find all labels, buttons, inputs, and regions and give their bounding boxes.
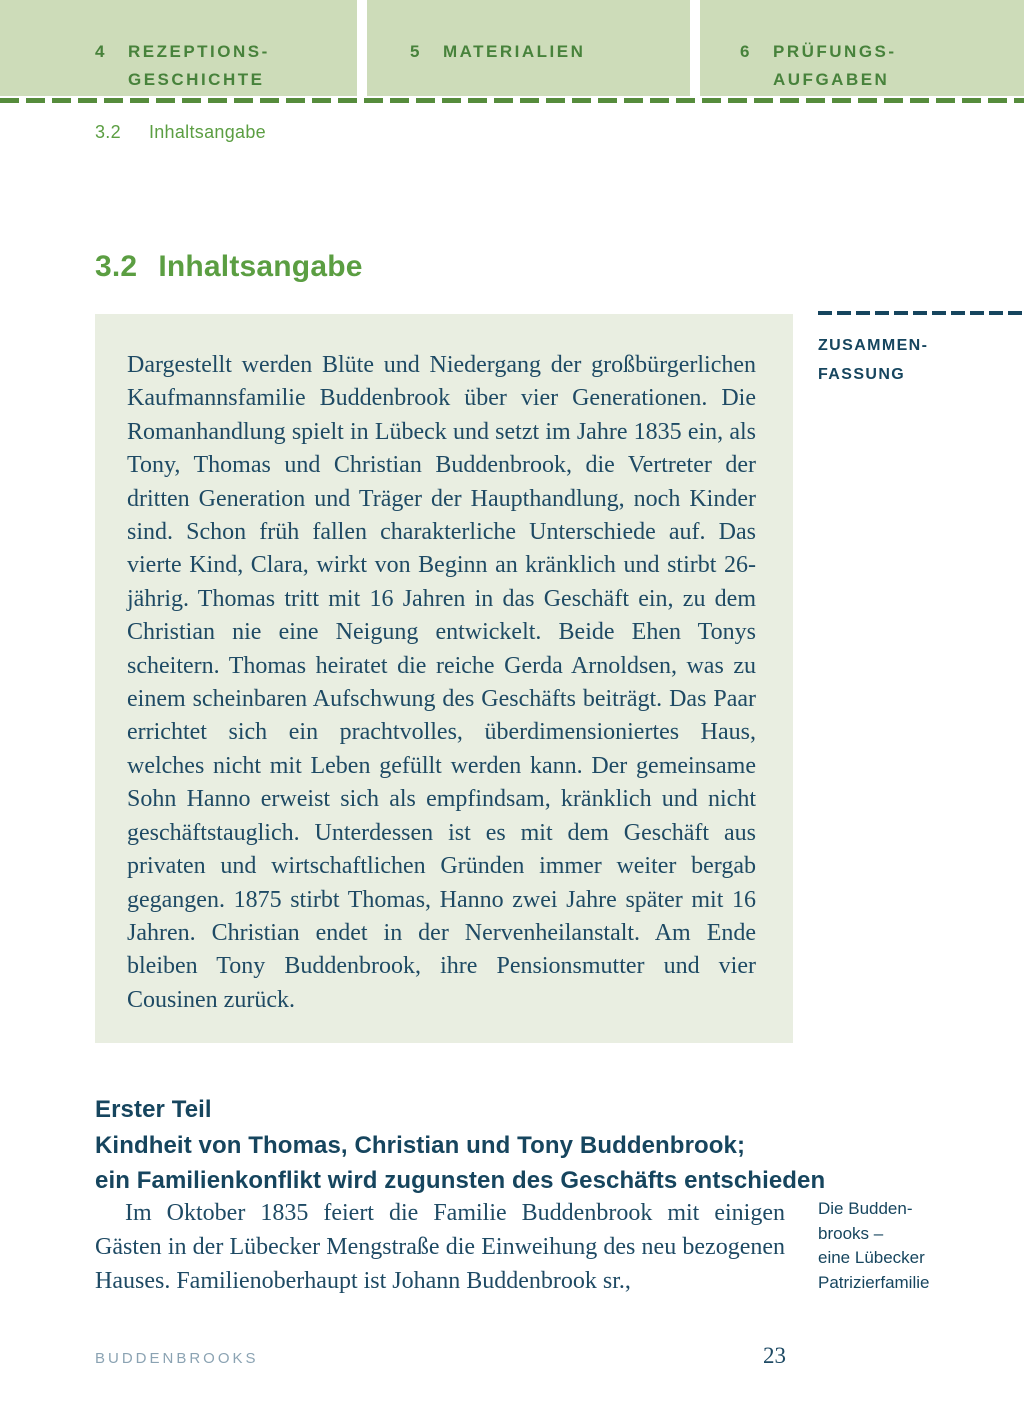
margin-label-zusammenfassung: ZUSAMMEN- FASSUNG bbox=[818, 337, 929, 383]
page-title-number: 3.2 bbox=[95, 250, 138, 283]
tab-number: 5 bbox=[410, 42, 422, 61]
section-subtitle-line1: Kindheit von Thomas, Christian und Tony Buddenbrook; bbox=[95, 1131, 746, 1159]
header-tab-materialien bbox=[367, 0, 690, 96]
section-subtitle-line2: ein Familienkonflikt wird zugunsten des Geschäfts entschieden bbox=[95, 1167, 826, 1194]
summary-text: Dargestellt werden Blüte und Niedergang der großbürgerlichen Kaufmannsfamilie Buddenbrook über vier Generationen. Die Romanhandlung spielt in Lübeck und setzt im Jahre 1835 ein, als Tony, Thomas und Christian Buddenbrook, die Vertreter der dritten Generation und Träger der Haupthandlung, noch Kinder sind. Schon früh fallen charakterliche Unterschiede auf. Das vierte Kind, Clara, wirkt von Beginn an kränklich und stirbt 26-jährig. Thomas tritt mit 16 Jahren in das Geschäft ein, zu dem Christian nie eine Neigung entwickelt. Beide Ehen Tonys scheitern. Thomas heiratet die reiche Gerda Arnoldsen, was zu einem scheinbaren Aufschwung des Geschäfts beiträgt. Das Paar errichtet sich ein prachtvolles, überdimensioniertes Haus, welches nicht mit Leben gefüllt werden kann. Der gemeinsame Sohn Hanno erweist sich als empfindsam, kränklich und nicht geschäftstauglich. Unterdessen ist es mit dem Geschäft aus privaten und wirtschaftlichen Gründen immer weiter bergab gegangen. 1875 stirbt Thomas, Hanno zwei Jahre später mit 16 Jahren. Christian endet in der Nervenheilanstalt. Am Ende bleiben Tony Buddenbrook, ihre Pensionsmutter und vier Cousinen zurück. bbox=[127, 352, 756, 1013]
header-tab-pruefungsaufgaben bbox=[700, 0, 1024, 96]
header-tab-rezeptionsgeschichte bbox=[0, 0, 357, 96]
section-part-title: Erster Teil bbox=[95, 1096, 212, 1123]
summary-box bbox=[95, 314, 793, 1043]
footer-page-number: 23 bbox=[763, 1343, 786, 1368]
section-headings bbox=[95, 1092, 825, 1199]
breadcrumb-number: 3.2 bbox=[95, 122, 121, 142]
header-dashed-rule bbox=[0, 98, 1024, 103]
page-title-label: Inhaltsangabe bbox=[158, 250, 363, 283]
breadcrumb-label: Inhaltsangabe bbox=[148, 122, 266, 142]
body-paragraph: Im Oktober 1835 feiert die Familie Buddenbrook mit einigen Gästen in der Lübecker Mengstraße die Einweihung des neu bezogenen Hauses. Familienoberhaupt ist Johann Buddenbrook sr., bbox=[95, 1200, 785, 1294]
tab-label: PRÜFUNGS- AUFGABEN bbox=[773, 42, 897, 89]
breadcrumb bbox=[95, 122, 266, 143]
tab-label: MATERIALIEN bbox=[443, 42, 586, 61]
tab-number: 6 bbox=[740, 42, 752, 61]
margin-dashed-rule bbox=[818, 311, 1024, 315]
tab-number: 4 bbox=[95, 42, 107, 61]
footer-book-title: BUDDENBROOKS bbox=[95, 1350, 259, 1367]
margin-note-buddenbrooks: Die Budden- brooks – eine Lübecker Patrizierfamilie bbox=[818, 1199, 930, 1292]
page-title bbox=[95, 250, 363, 284]
tab-label: REZEPTIONS- GESCHICHTE bbox=[128, 42, 270, 89]
